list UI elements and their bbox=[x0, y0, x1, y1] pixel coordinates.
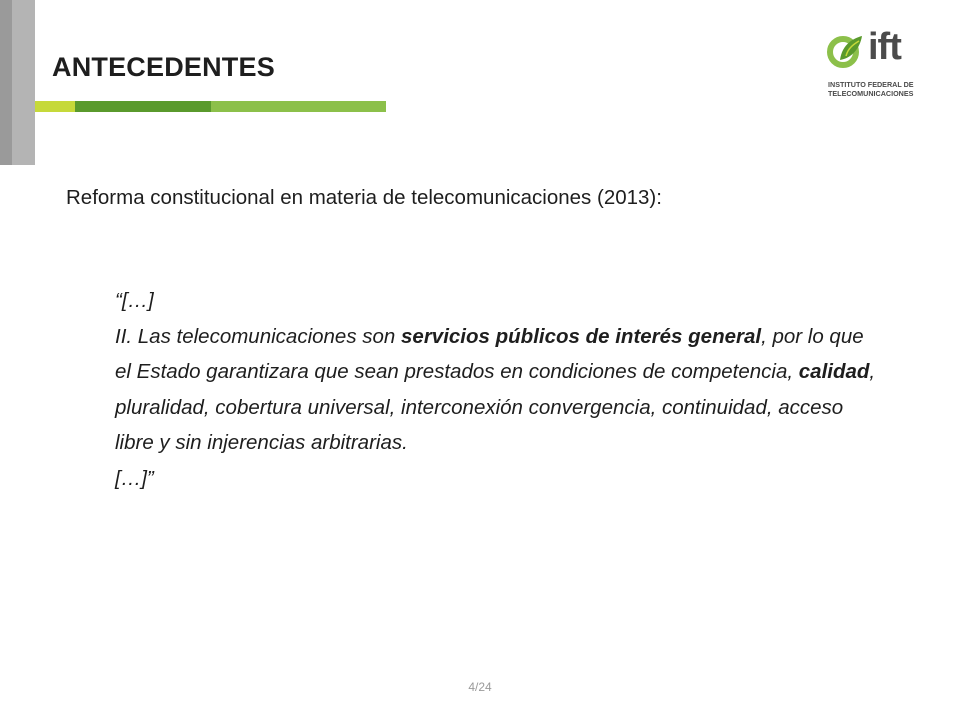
left-decorative-band-dark bbox=[0, 0, 12, 165]
underline-segment-green bbox=[211, 101, 386, 112]
quote-text-3: , pluralidad, cobertura universal, interconexión convergencia, continuidad, acceso libre y sin injerencias arbitrarias. bbox=[115, 360, 876, 454]
logo-wordmark: ift bbox=[868, 26, 901, 68]
underline-segment-yellow bbox=[35, 101, 75, 112]
quote-text-1: II. Las telecomunicaciones son bbox=[115, 324, 402, 348]
slide-title: ANTECEDENTES bbox=[52, 52, 275, 82]
constitutional-quote bbox=[115, 283, 885, 496]
underline-segment-dark-green bbox=[75, 101, 211, 112]
quote-body bbox=[115, 319, 885, 461]
quote-text-2: , por lo que el Estado garantizara que sean prestados en condiciones de competencia, bbox=[115, 324, 864, 383]
logo-subtitle-line2: TELECOMUNICACIONES bbox=[828, 89, 914, 98]
logo-subtitle bbox=[828, 80, 914, 98]
quote-bold-1: servicios públicos de interés general bbox=[401, 324, 762, 348]
quote-bold-2: calidad bbox=[798, 360, 870, 383]
page-number: 4/24 bbox=[468, 680, 492, 694]
leaf-logo-icon bbox=[826, 30, 870, 74]
slide-subtitle: Reforma constitucional en materia de telecomunicaciones (2013): bbox=[66, 186, 662, 209]
ift-logo bbox=[826, 26, 926, 100]
logo-subtitle-line1: INSTITUTO FEDERAL DE bbox=[828, 80, 914, 89]
quote-open: “[…] bbox=[115, 289, 154, 312]
title-underline-bar bbox=[35, 101, 386, 112]
quote-close: […]” bbox=[115, 466, 154, 490]
